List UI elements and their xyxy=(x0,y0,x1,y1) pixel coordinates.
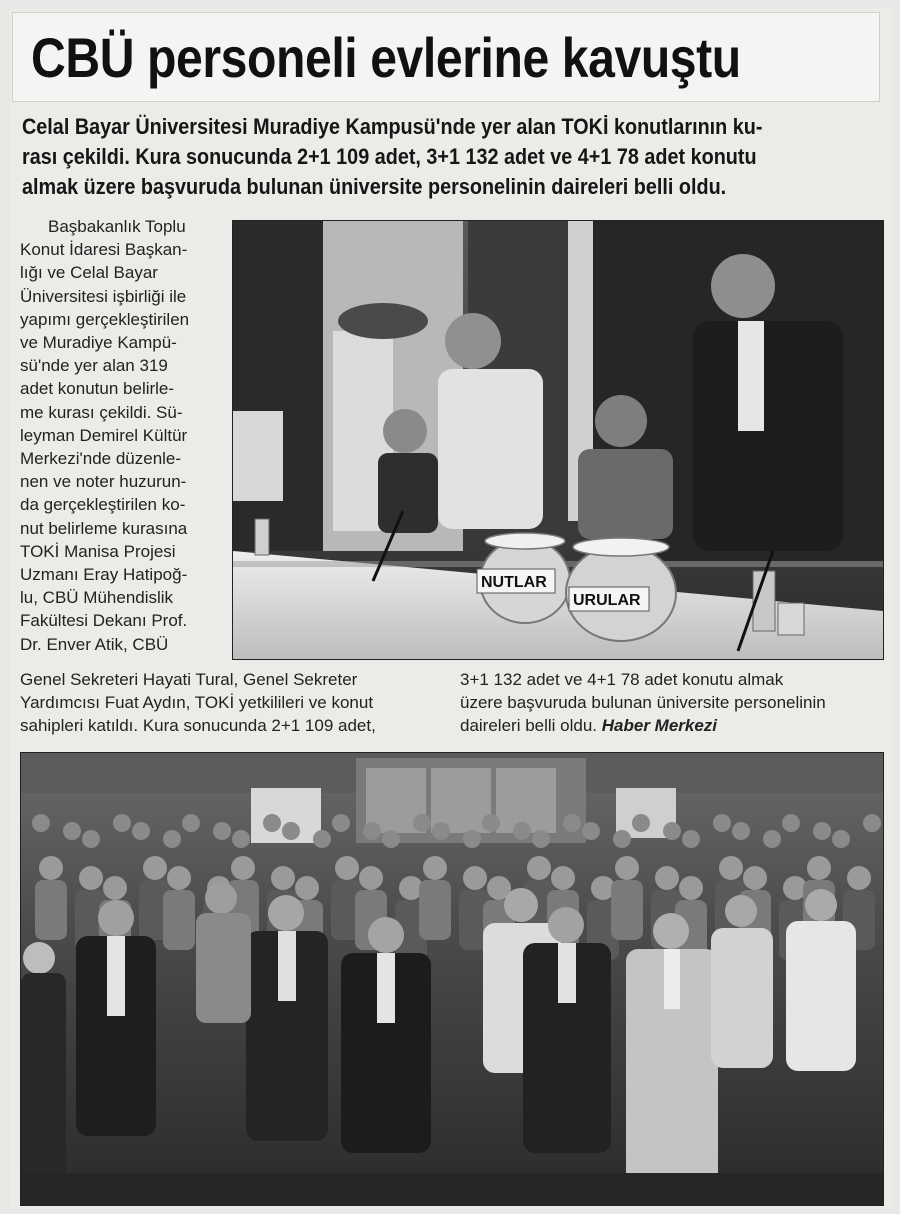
body-line: Genel Sekreteri Hayati Tural, Genel Sekreter xyxy=(20,670,358,689)
body-line: Yardımcısı Fuat Aydın, TOKİ yetkilileri ve konut xyxy=(20,693,374,713)
lead-line: Celal Bayar Üniversitesi Muradiye Kampusü'nde yer alan TOKİ konutlarının ku- xyxy=(22,114,763,139)
body-line-text: daireleri belli oldu. xyxy=(460,716,602,736)
audience-head xyxy=(132,822,150,840)
body-line: üzere başvuruda bulunan üniversite personelinin xyxy=(460,693,826,713)
body-line: nut belirleme kurasına xyxy=(20,518,188,538)
audience-head xyxy=(782,814,800,832)
audience-head xyxy=(167,866,191,890)
body-line: adet konutun belirle- xyxy=(20,379,175,399)
headline: CBÜ personeli evlerine kavuştu xyxy=(31,26,741,89)
audience-head xyxy=(231,856,255,880)
audience-head xyxy=(263,814,281,832)
body-line: nen ve noter huzurun- xyxy=(20,472,187,492)
audience-head xyxy=(847,866,871,890)
audience-head xyxy=(32,814,50,832)
audience-head xyxy=(79,866,103,890)
audience-head xyxy=(679,876,703,900)
body-line: ve Muradiye Kampü- xyxy=(20,333,177,353)
audience-head xyxy=(551,866,575,890)
audience-body xyxy=(611,880,643,940)
audience-head xyxy=(813,822,831,840)
body-line: yapımı gerçekleştirilen xyxy=(20,309,190,329)
body-wide-lines xyxy=(20,668,376,738)
body-line: sahipleri katıldı. Kura sonucunda 2+1 109 adet, xyxy=(20,716,376,736)
audience-head xyxy=(163,830,181,848)
audience-head xyxy=(382,830,400,848)
headline-box xyxy=(12,12,880,102)
audience-head xyxy=(363,822,381,840)
audience-head xyxy=(807,856,831,880)
audience-body xyxy=(163,890,195,950)
audience-head xyxy=(423,856,447,880)
body-line: sü'nde yer alan 319 xyxy=(20,356,168,376)
audience-head xyxy=(863,814,881,832)
audience-head xyxy=(113,814,131,832)
body-line: Konut İdaresi Başkan- xyxy=(20,240,188,260)
body-line: Merkezi'nde düzenle- xyxy=(20,449,182,469)
audience-head xyxy=(632,814,650,832)
audience-head xyxy=(335,856,359,880)
body-line: TOKİ Manisa Projesi xyxy=(20,541,176,561)
audience-head xyxy=(513,822,531,840)
audience-head xyxy=(532,830,550,848)
audience-head xyxy=(39,856,63,880)
audience-photo xyxy=(20,752,884,1206)
audience-head xyxy=(432,822,450,840)
audience-head xyxy=(463,830,481,848)
bowl-left-label: NUTLAR xyxy=(481,574,547,591)
bowl-right-label: URULAR xyxy=(573,592,641,609)
audience-body xyxy=(419,880,451,940)
audience-head xyxy=(295,876,319,900)
body-column xyxy=(20,215,230,656)
audience-head xyxy=(413,814,431,832)
audience-head xyxy=(103,876,127,900)
audience-head xyxy=(563,814,581,832)
audience-body xyxy=(35,880,67,940)
byline-credit: Haber Merkezi xyxy=(601,716,718,736)
audience-head xyxy=(527,856,551,880)
body-line: Başbakanlık Toplu xyxy=(48,217,186,236)
audience-head xyxy=(655,866,679,890)
body-line: Fakültesi Dekanı Prof. xyxy=(20,611,188,631)
audience-head xyxy=(615,856,639,880)
audience-image xyxy=(21,753,883,1205)
audience-head xyxy=(682,830,700,848)
body-line: me kurası çekildi. Sü- xyxy=(20,402,183,422)
body-line: 3+1 132 adet ve 4+1 78 adet konutu almak xyxy=(460,670,784,689)
body-line: Üniversitesi işbirliği ile xyxy=(20,286,187,306)
lead-paragraph xyxy=(22,112,882,202)
audience-head xyxy=(732,822,750,840)
audience-head xyxy=(182,814,200,832)
audience-head xyxy=(213,822,231,840)
audience-head xyxy=(332,814,350,832)
audience-head xyxy=(713,814,731,832)
body-line: Dr. Enver Atik, CBÜ xyxy=(20,634,169,654)
body-line: lığı ve Celal Bayar xyxy=(20,263,158,283)
body-line: lu, CBÜ Mühendislik xyxy=(20,588,174,608)
audience-head xyxy=(282,822,300,840)
body-line: leyman Demirel Kültür xyxy=(20,425,188,445)
audience-head xyxy=(232,830,250,848)
body-right-lines xyxy=(460,668,826,738)
lottery-draw-photo xyxy=(232,220,884,660)
audience-head xyxy=(763,830,781,848)
audience-head xyxy=(313,830,331,848)
audience-head xyxy=(582,822,600,840)
body-line: Uzmanı Eray Hatipoğ- xyxy=(20,565,188,585)
lottery-draw-image xyxy=(233,221,883,659)
lead-line: rası çekildi. Kura sonucunda 2+1 109 adet, 3+1 132 adet ve 4+1 78 adet konutu xyxy=(22,144,757,169)
audience-head xyxy=(463,866,487,890)
audience-head xyxy=(663,822,681,840)
audience-head xyxy=(832,830,850,848)
lead-line: almak üzere başvuruda bulunan üniversite personelinin daireleri belli oldu. xyxy=(22,174,727,199)
audience-head xyxy=(271,866,295,890)
audience-head xyxy=(743,866,767,890)
audience-head xyxy=(719,856,743,880)
audience-head xyxy=(359,866,383,890)
audience-head xyxy=(82,830,100,848)
body-line xyxy=(460,714,826,737)
audience-head xyxy=(482,814,500,832)
audience-head xyxy=(63,822,81,840)
audience-head xyxy=(143,856,167,880)
audience-head xyxy=(613,830,631,848)
body-line: da gerçekleştirilen ko- xyxy=(20,495,186,515)
